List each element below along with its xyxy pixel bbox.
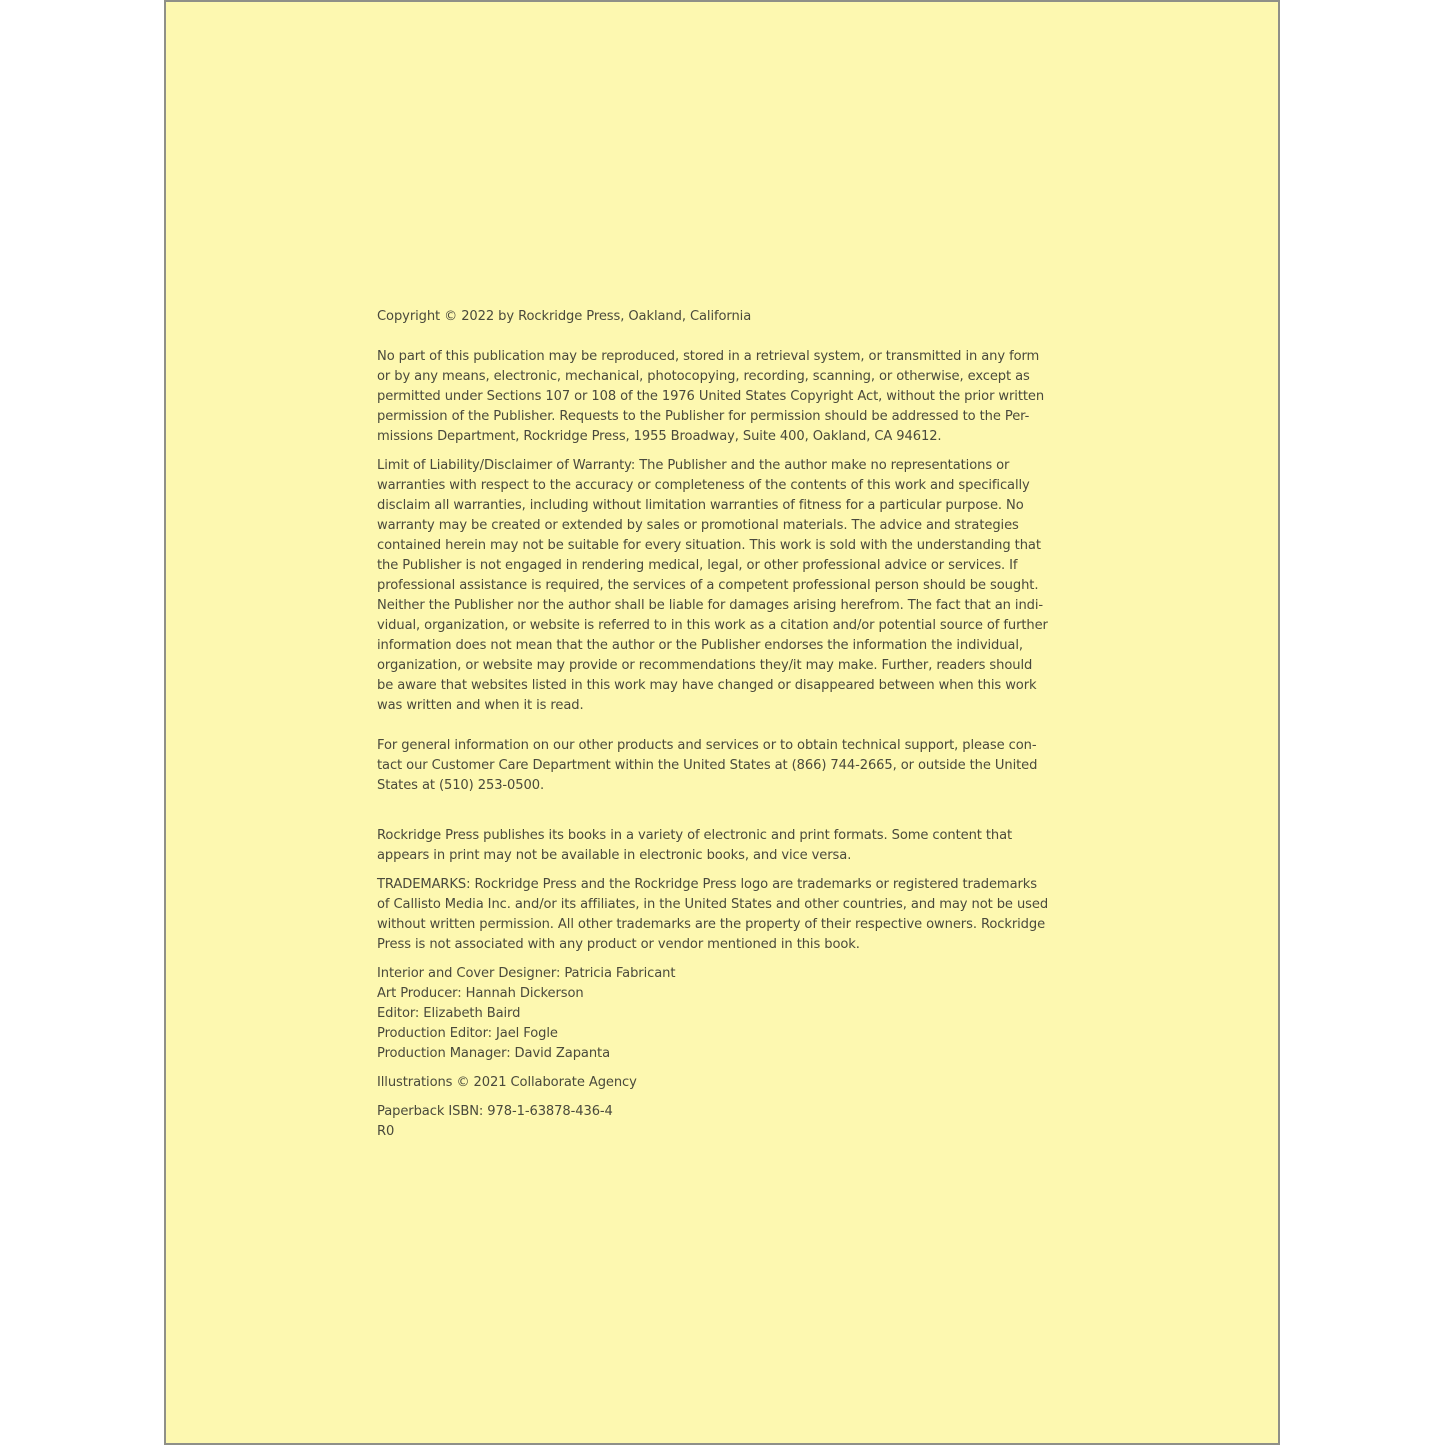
support-paragraph: For general information on our other products and services or to obtain technical support, please con- tact our Customer Care Department within the United States at (866) 744-2665, or outside the United States at (510) 253-0500. [377,738,1038,793]
isbn: Paperback ISBN: 978-1-63878-436-4 [377,1104,613,1119]
credit-designer: Interior and Cover Designer: Patricia Fabricant [377,966,676,981]
trademarks-paragraph: TRADEMARKS: Rockridge Press and the Rockridge Press logo are trademarks or registered trademarks of Callisto Media Inc. and/or its affiliates, in the United States and other countries, and may not be used without written permission. All other trademarks are the property of their respective owners. Rockridge Press is not associated with any product or vendor mentioned in this book. [377,877,1049,952]
formats-paragraph: Rockridge Press publishes its books in a variety of electronic and print formats. Some content that appears in print may not be available in electronic books, and vice versa. [377,828,1013,863]
copyright-page [164,0,1280,1445]
illustrations-credit: Illustrations © 2021 Collaborate Agency [377,1075,637,1090]
credit-art-producer: Art Producer: Hannah Dickerson [377,986,584,1001]
copyright-text-block [377,307,1067,1142]
credit-editor: Editor: Elizabeth Baird [377,1006,521,1021]
rights-paragraph: No part of this publication may be reproduced, stored in a retrieval system, or transmitted in any form or by any means, electronic, mechanical, photocopying, recording, scanning, or otherwise, except as permitted under Sections 107 or 108 of the 1976 United States Copyright Act, without the prior written permission of the Publisher. Requests to the Publisher for permission should be addressed to the Per- missions Department, Rockridge Press, 1955 Broadway, Suite 400, Oakland, CA 94612. [377,349,1045,444]
credit-production-manager: Production Manager: David Zapanta [377,1046,611,1061]
credit-production-editor: Production Editor: Jael Fogle [377,1026,558,1041]
copyright-notice: Copyright © 2022 by Rockridge Press, Oakland, California [377,309,752,324]
liability-disclaimer-paragraph: Limit of Liability/Disclaimer of Warranty: The Publisher and the author make no representations or warranties with respect to the accuracy or completeness of the contents of this work and specifically disclaim all warranties, including without limitation warranties of fitness for a particular purpose. No warranty may be created or extended by sales or promotional materials. The advice and strategies contained herein may not be suitable for every situation. This work is sold with the understanding that the Publisher is not engaged in rendering medical, legal, or other professional advice or services. If professional assistance is required, the services of a competent professional person should be sought. Neither the Publisher nor the author shall be liable for damages arising herefrom. The fact that an indi- vidual, organization, or website is referred to in this work as a citation and/or potential source of further information does not mean that the author or the Publisher endorses the information the individual, organization, or website may provide or recommendations they/it may make. Further, readers should be aware that websites listed in this work may have changed or disappeared between when this work was written and when it is read. [377,458,1048,713]
isbn-block [377,1102,1067,1142]
printing-code: R0 [377,1124,395,1139]
credits-list [377,964,1067,1064]
